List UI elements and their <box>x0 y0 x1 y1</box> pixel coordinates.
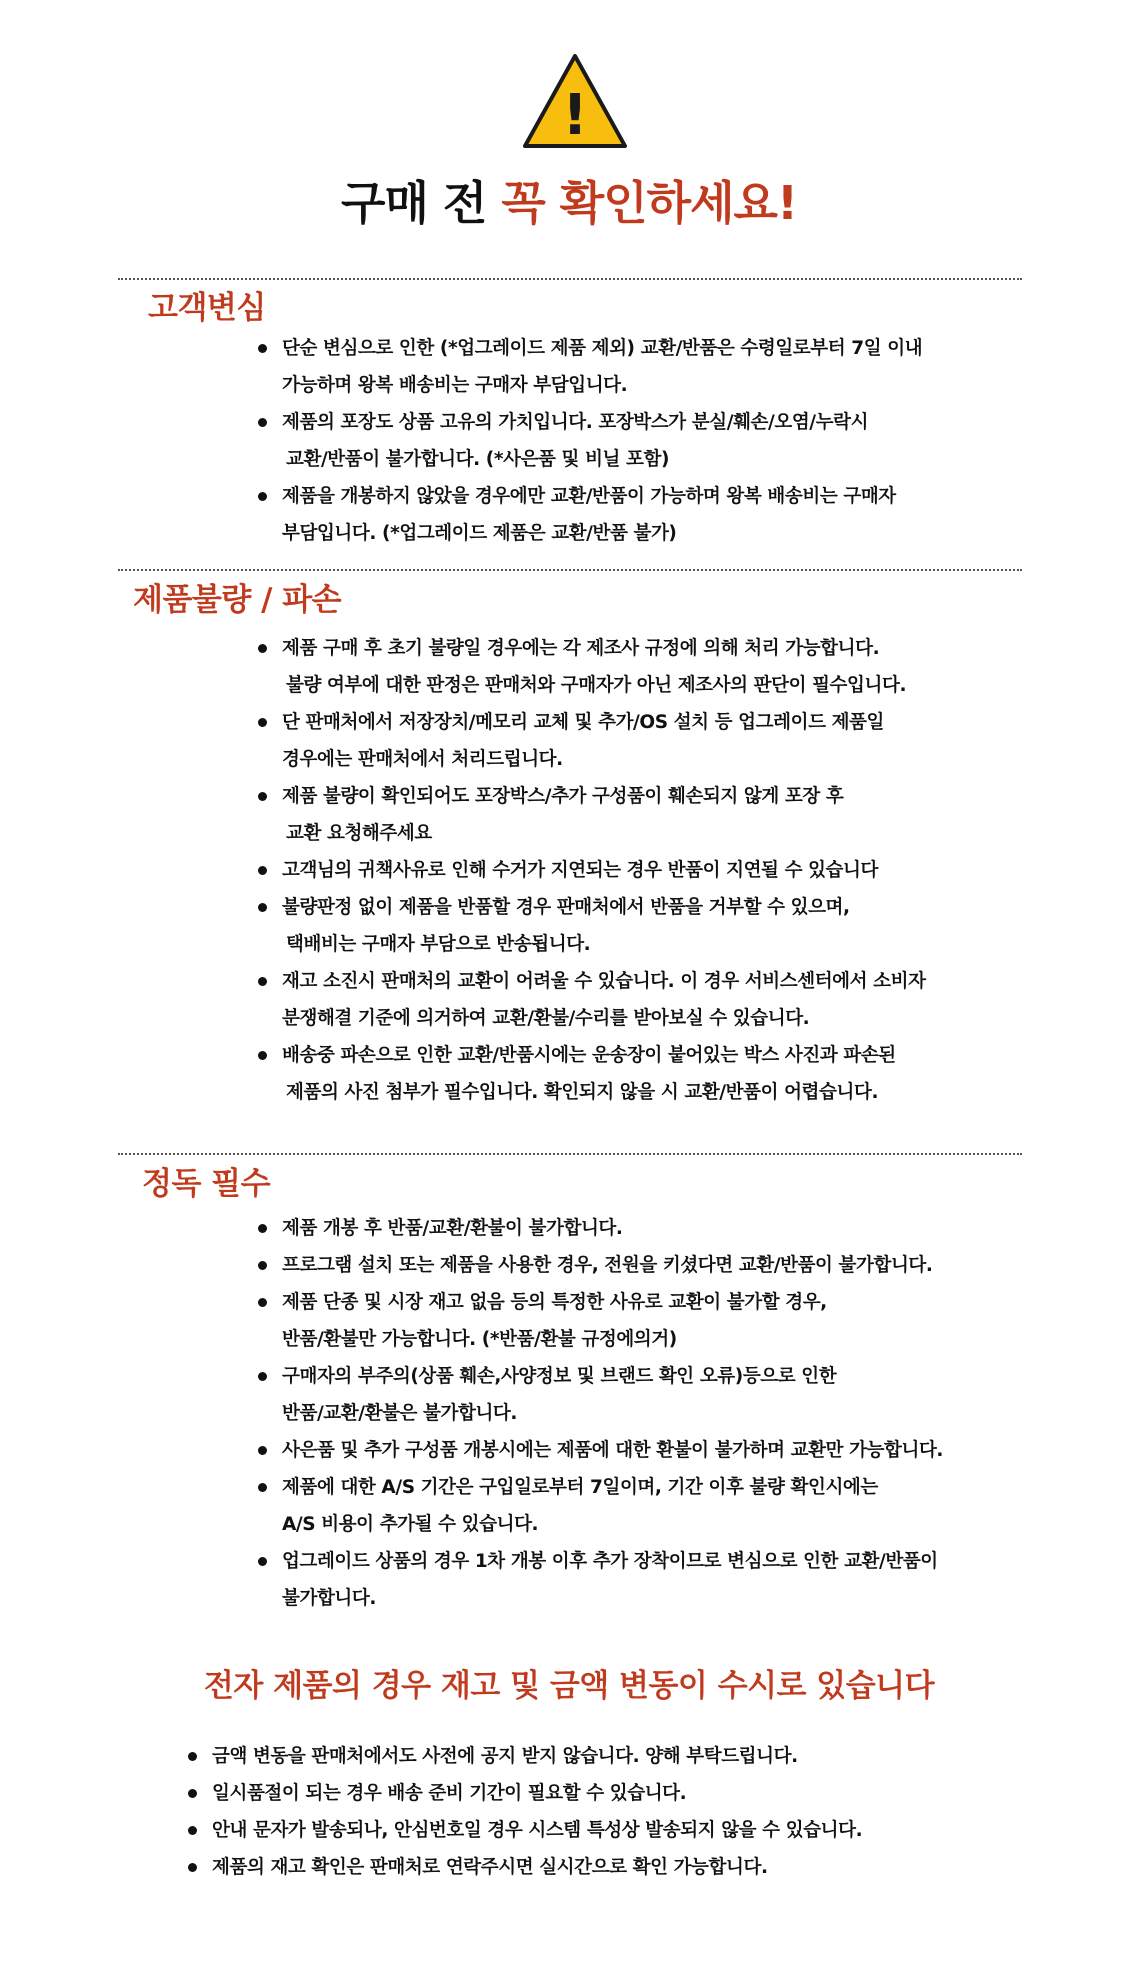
list-item: 제품 불량이 확인되어도 포장박스/추가 구성품이 훼손되지 않게 포장 후 교환 요청해주세요 <box>258 778 926 852</box>
page-title-accent: 꼭 확인하세요! <box>501 176 797 230</box>
section-divider <box>118 1153 1022 1155</box>
section-title-change-of-mind: 고객변심 <box>148 290 266 326</box>
list-item: 불량판정 없이 제품을 반품할 경우 판매처에서 반품을 거부할 수 있으며, 택배비는 구매자 부담으로 반송됩니다. <box>258 889 926 963</box>
section-title-must-read: 정독 필수 <box>142 1166 271 1202</box>
list-item: 제품의 재고 확인은 판매처로 연락주시면 실시간으로 확인 가능합니다. <box>188 1849 862 1886</box>
list-item: 프로그램 설치 또는 제품을 사용한 경우, 전원을 키셨다면 교환/반품이 불가합니다. <box>258 1247 943 1284</box>
list-item: 단순 변심으로 인한 (*업그레이드 제품 제외) 교환/반품은 수령일로부터 7일 이내 가능하며 왕복 배송비는 구매자 부담입니다. <box>258 330 922 404</box>
list-item: 사은품 및 추가 구성품 개봉시에는 제품에 대한 환불이 불가하며 교환만 가능합니다. <box>258 1432 943 1469</box>
list-item: 제품 단종 및 시장 재고 없음 등의 특정한 사유로 교환이 불가할 경우, 반품/환불만 가능합니다. (*반품/환불 규정에의거) <box>258 1284 943 1358</box>
list-item: 고객님의 귀책사유로 인해 수거가 지연되는 경우 반품이 지연될 수 있습니다 <box>258 852 926 889</box>
list-item: 제품을 개봉하지 않았을 경우에만 교환/반품이 가능하며 왕복 배송비는 구매자 부담입니다. (*업그레이드 제품은 교환/반품 불가) <box>258 478 922 552</box>
list-item: 재고 소진시 판매처의 교환이 어려울 수 있습니다. 이 경우 서비스센터에서 소비자 분쟁해결 기준에 의거하여 교환/환불/수리를 받아보실 수 있습니다. <box>258 963 926 1037</box>
list-item: 업그레이드 상품의 경우 1차 개봉 이후 추가 장착이므로 변심으로 인한 교환/반품이 불가합니다. <box>258 1543 943 1617</box>
section-title-defect-damage: 제품불량 / 파손 <box>133 582 342 618</box>
section-list-must-read <box>258 1210 943 1617</box>
page-title-main: 구매 전 <box>341 176 502 230</box>
list-item: 일시품절이 되는 경우 배송 준비 기간이 필요할 수 있습니다. <box>188 1775 862 1812</box>
list-item: 금액 변동을 판매처에서도 사전에 공지 받지 않습니다. 양해 부탁드립니다. <box>188 1738 862 1775</box>
list-item: 제품 구매 후 초기 불량일 경우에는 각 제조사 규정에 의해 처리 가능합니다. 불량 여부에 대한 판정은 판매처와 구매자가 아닌 제조사의 판단이 필수입니다. <box>258 630 926 704</box>
page-title <box>0 176 1138 231</box>
warning-triangle-icon <box>521 52 629 150</box>
list-item: 단 판매처에서 저장장치/메모리 교체 및 추가/OS 설치 등 업그레이드 제품일 경우에는 판매처에서 처리드립니다. <box>258 704 926 778</box>
notice-list <box>188 1738 862 1886</box>
list-item: 안내 문자가 발송되나, 안심번호일 경우 시스템 특성상 발송되지 않을 수 있습니다. <box>188 1812 862 1849</box>
warning-exclamation: ! <box>562 83 588 148</box>
list-item: 제품 개봉 후 반품/교환/환불이 불가합니다. <box>258 1210 943 1247</box>
list-item: 제품에 대한 A/S 기간은 구입일로부터 7일이며, 기간 이후 불량 확인시에는 A/S 비용이 추가될 수 있습니다. <box>258 1469 943 1543</box>
section-divider <box>118 278 1022 280</box>
section-divider <box>118 569 1022 571</box>
list-item: 제품의 포장도 상품 고유의 가치입니다. 포장박스가 분실/훼손/오염/누락시 교환/반품이 불가합니다. (*사은품 및 비닐 포함) <box>258 404 922 478</box>
list-item: 구매자의 부주의(상품 훼손,사양정보 및 브랜드 확인 오류)등으로 인한 반품/교환/환불은 불가합니다. <box>258 1358 943 1432</box>
section-list-defect-damage <box>258 630 926 1111</box>
stock-price-notice-title: 전자 제품의 경우 재고 및 금액 변동이 수시로 있습니다 <box>203 1668 935 1704</box>
section-list-change-of-mind <box>258 330 922 552</box>
list-item: 배송중 파손으로 인한 교환/반품시에는 운송장이 붙어있는 박스 사진과 파손된 제품의 사진 첨부가 필수입니다. 확인되지 않을 시 교환/반품이 어렵습니다. <box>258 1037 926 1111</box>
